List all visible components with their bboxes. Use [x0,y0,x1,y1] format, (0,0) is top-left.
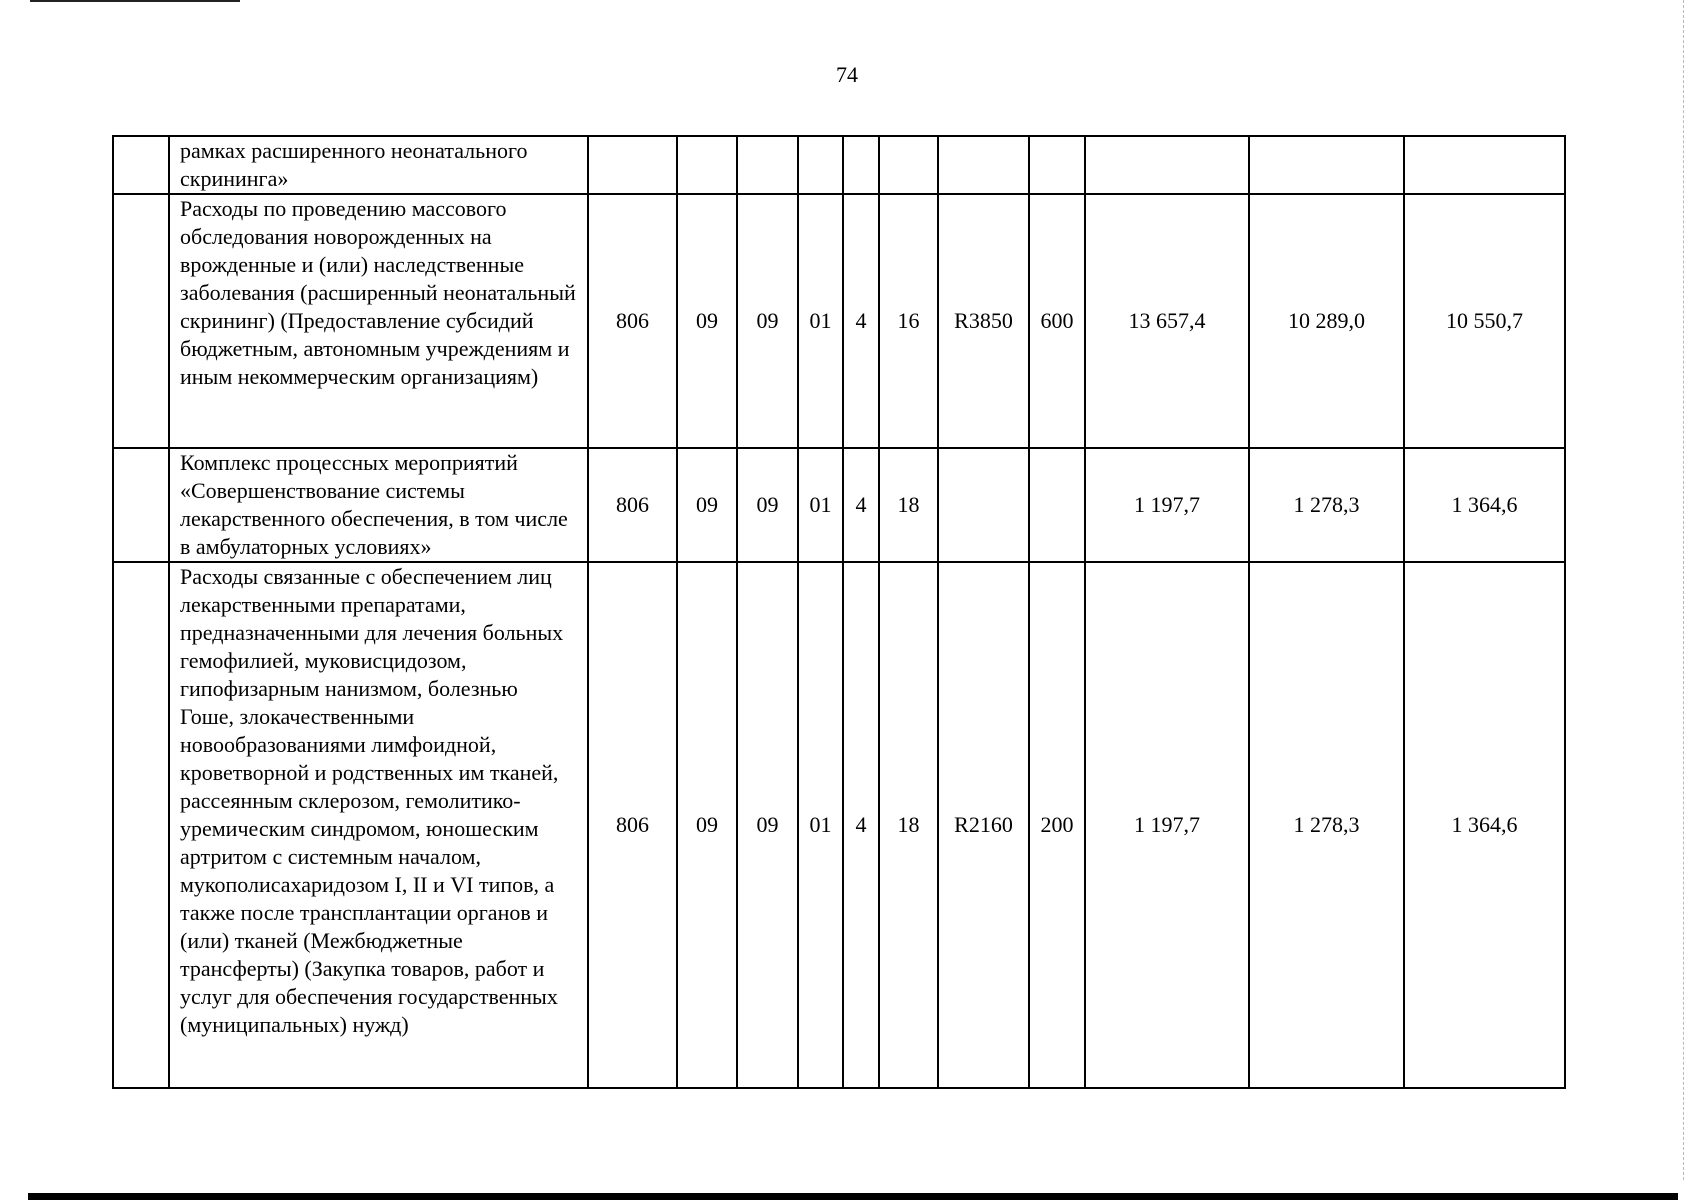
amount-year2-cell: 1 278,3 [1249,448,1404,562]
razdel-cell: 09 [677,562,737,1088]
amount-year1-cell: 1 197,7 [1085,562,1249,1088]
row-number-cell [113,448,169,562]
amount-year1-cell: 1 197,7 [1085,448,1249,562]
item-name-cell: Комплекс процессных мероприятий «Совершенствование системы лекарственного обеспечения, в том числе в амбулаторных условиях» [169,448,588,562]
amount-year3-cell [1404,136,1565,194]
podrazdel-cell: 09 [737,194,798,448]
table-row [113,136,1565,194]
podrazdel-cell [737,136,798,194]
amount-year1-cell [1085,136,1249,194]
csr-subprogram-cell: 16 [879,194,938,448]
table-row [113,562,1565,1088]
expense-type-cell: 200 [1029,562,1085,1088]
csr-direction-cell [938,136,1029,194]
budget-table [112,135,1566,1089]
csr-direction-cell [938,448,1029,562]
podrazdel-cell: 09 [737,562,798,1088]
csr-subprogram-cell: 18 [879,448,938,562]
csr-type-cell: 4 [843,448,879,562]
row-number-cell [113,562,169,1088]
amount-year2-cell: 1 278,3 [1249,562,1404,1088]
csr-subprogram-cell: 18 [879,562,938,1088]
ved-cell [588,136,677,194]
expense-type-cell: 600 [1029,194,1085,448]
table-row [113,448,1565,562]
table-row [113,194,1565,448]
razdel-cell [677,136,737,194]
podrazdel-cell: 09 [737,448,798,562]
csr-subprogram-cell [879,136,938,194]
page-number: 74 [836,62,858,87]
razdel-cell: 09 [677,448,737,562]
row-number-cell [113,136,169,194]
item-name-cell: рамках расширенного неонатального скрининга» [169,136,588,194]
amount-year2-cell: 10 289,0 [1249,194,1404,448]
ved-cell: 806 [588,448,677,562]
csr-type-cell: 4 [843,194,879,448]
expense-type-cell [1029,136,1085,194]
csr-program-cell: 01 [798,448,843,562]
amount-year3-cell: 1 364,6 [1404,562,1565,1088]
expense-type-cell [1029,448,1085,562]
csr-type-cell: 4 [843,562,879,1088]
ved-cell: 806 [588,194,677,448]
csr-program-cell: 01 [798,562,843,1088]
csr-direction-cell: R3850 [938,194,1029,448]
csr-program-cell [798,136,843,194]
ved-cell: 806 [588,562,677,1088]
amount-year3-cell: 1 364,6 [1404,448,1565,562]
row-number-cell [113,194,169,448]
amount-year1-cell: 13 657,4 [1085,194,1249,448]
csr-direction-cell: R2160 [938,562,1029,1088]
bottom-rule [28,1193,1678,1200]
csr-program-cell: 01 [798,194,843,448]
amount-year3-cell: 10 550,7 [1404,194,1565,448]
csr-type-cell [843,136,879,194]
amount-year2-cell [1249,136,1404,194]
item-name-cell: Расходы связанные с обеспечением лиц лекарственными препаратами, предназначенными для лечения больных гемофилией, муковисцидозом, гипофизарным нанизмом, болезнью Гоше, злокачественными новообразованиями лимфоидной, кроветворной и родственных им тканей, рассеянным склерозом, гемолитико-уремическим синдромом, юношеским артритом с системным началом, мукополисахаридозом I, II и VI типов, а также после трансплантации органов и (или) тканей (Межбюджетные трансферты) (Закупка товаров, работ и услуг для обеспечения государственных (муниципальных) нужд) [169,562,588,1088]
top-rule [30,0,240,2]
item-name-cell: Расходы по проведению массового обследования новорожденных на врожденные и (или) наследственные заболевания (расширенный неонатальный скрининг) (Предоставление субсидий бюджетным, автономным учреждениям и иным некоммерческим организациям) [169,194,588,448]
page-edge-line [1683,0,1684,1180]
razdel-cell: 09 [677,194,737,448]
